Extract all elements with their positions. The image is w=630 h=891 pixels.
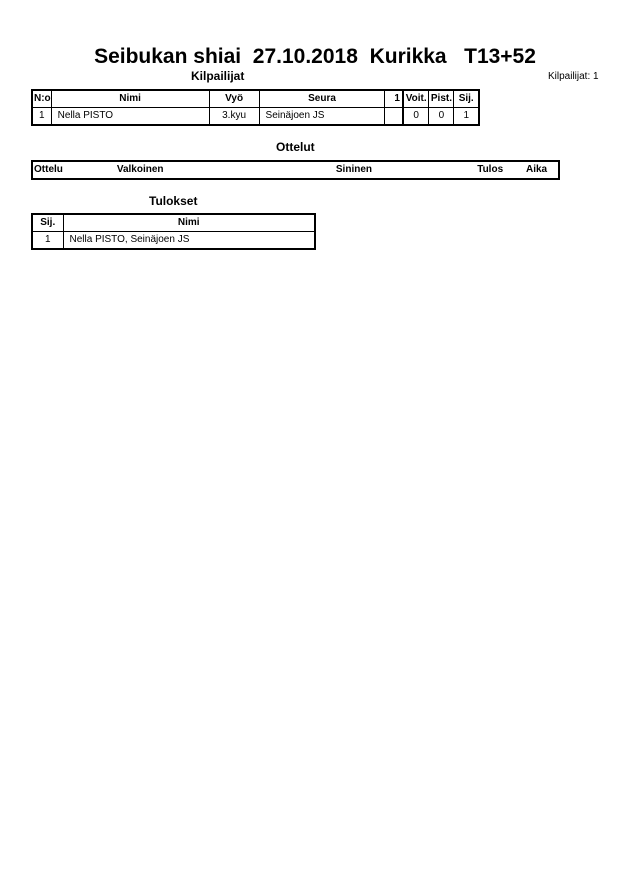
- matches-heading: Ottelut: [276, 140, 315, 154]
- cell-name: Nella PISTO, Seinäjoen JS: [63, 232, 315, 250]
- col-header-club: Seura: [259, 90, 385, 108]
- col-header-place: Sij.: [454, 90, 479, 108]
- cell-place: 1: [454, 108, 479, 126]
- cell-belt: 3.kyu: [209, 108, 259, 126]
- results-table: [31, 213, 316, 250]
- col-header-blue: Sininen: [335, 164, 373, 175]
- col-header-result: Tulos: [477, 164, 504, 175]
- matches-table: [31, 160, 560, 180]
- table-row: [32, 232, 315, 250]
- col-header-place: Sij.: [32, 214, 63, 232]
- matches-header-row: [32, 161, 559, 179]
- col-header-wins: Voit.: [403, 90, 429, 108]
- results-heading: Tulokset: [149, 194, 198, 208]
- cell-name: Nella PISTO: [51, 108, 209, 126]
- col-header-round1: 1: [385, 90, 403, 108]
- cell-round1: [385, 108, 403, 126]
- col-header-time: Aika: [525, 164, 548, 175]
- cell-no: 1: [32, 108, 51, 126]
- col-header-match: Ottelu: [34, 164, 63, 175]
- col-header-name: Nimi: [63, 214, 315, 232]
- competitors-count: Kilpailijat: 1: [548, 71, 599, 82]
- col-header-no: N:o: [32, 90, 51, 108]
- cell-points: 0: [429, 108, 454, 126]
- col-header-belt: Vyö: [209, 90, 259, 108]
- results-header-row: [32, 214, 315, 232]
- cell-club: Seinäjoen JS: [259, 108, 385, 126]
- cell-wins: 0: [403, 108, 429, 126]
- cell-place: 1: [32, 232, 63, 250]
- col-header-name: Nimi: [51, 90, 209, 108]
- page-title: Seibukan shiai 27.10.2018 Kurikka T13+52: [94, 45, 536, 68]
- col-header-white: Valkoinen: [116, 164, 164, 175]
- col-header-points: Pist.: [429, 90, 454, 108]
- competitors-header-row: [32, 90, 479, 108]
- competitors-table: [31, 89, 480, 126]
- competitors-heading: Kilpailijat: [191, 69, 245, 83]
- table-row: [32, 108, 479, 126]
